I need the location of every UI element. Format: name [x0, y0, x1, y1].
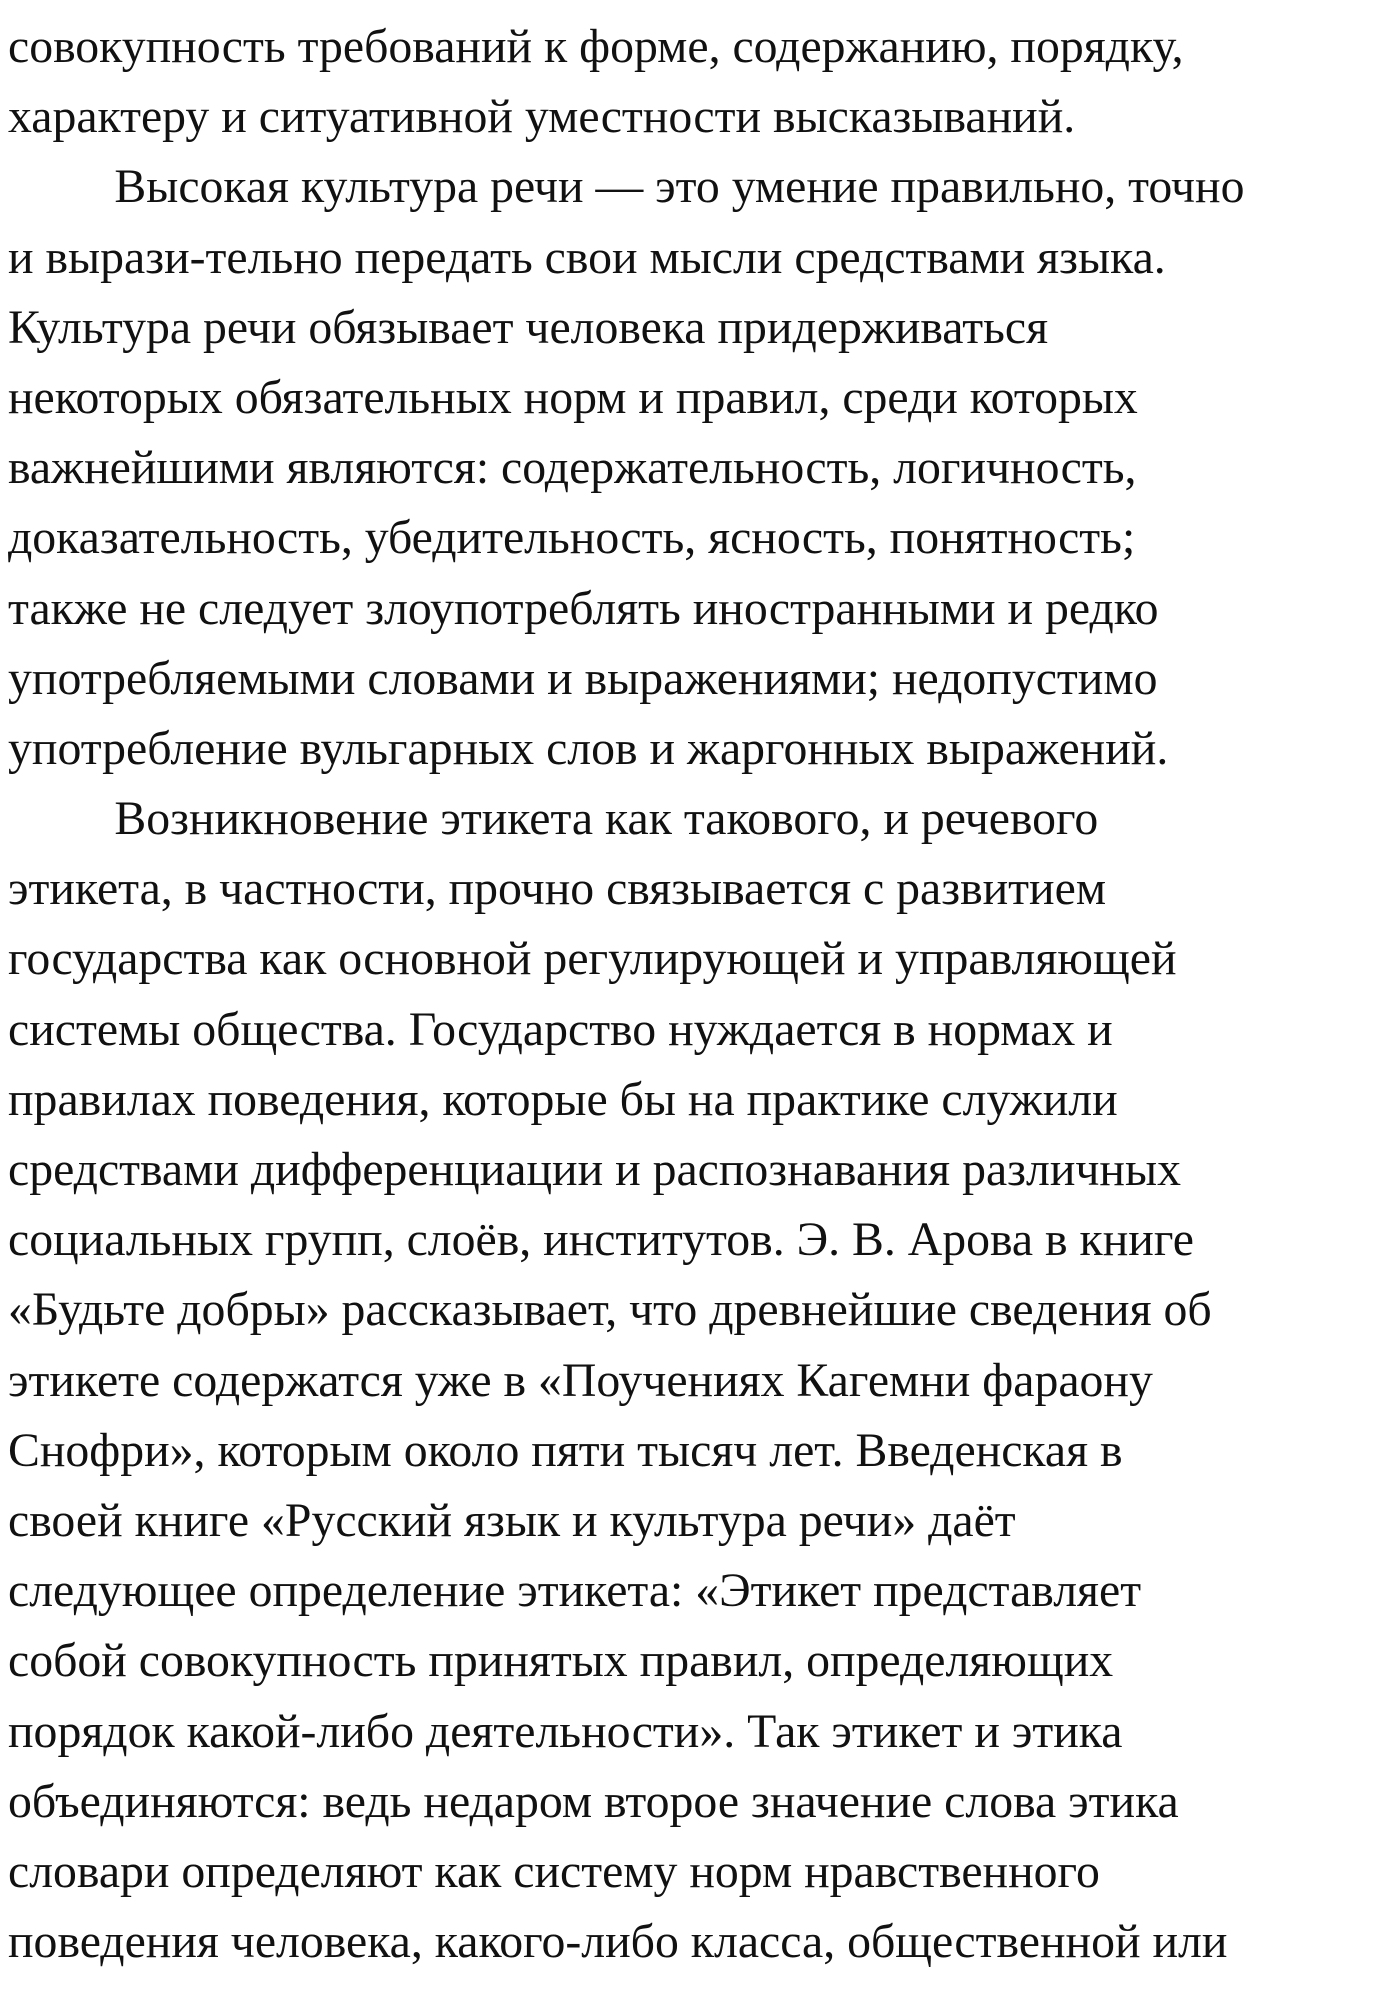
text-line: Культура речи обязывает человека придерживаться [8, 300, 1049, 354]
text-line: объединяются: ведь недаром второе значение слова этика [8, 1774, 1179, 1828]
text-line: социальных групп, слоёв, институтов. Э. В. Арова в книге [8, 1213, 1195, 1267]
text-line: поведения человека, какого-либо класса, общественной или [8, 1915, 1228, 1969]
text-line: характеру и ситуативной уместности высказываний. [8, 90, 1076, 144]
text-line: правилах поведения, которые бы на практике служили [8, 1072, 1118, 1126]
text-line: собой совокупность принятых правил, определяющих [8, 1634, 1114, 1688]
text-line: следующее определение этикета: «Этикет представляет [8, 1564, 1142, 1618]
text-line: «Будьте добры» рассказывает, что древнейшие сведения об [8, 1283, 1212, 1337]
text-line: также не следует злоупотреблять иностранными и редко [8, 581, 1159, 635]
text-line: некоторых обязательных норм и правил, среди которых [8, 370, 1138, 424]
text-line: своей книге «Русский язык и культура речи» даёт [8, 1493, 1016, 1547]
text-line: совокупность требований к форме, содержанию, порядку, [8, 20, 1184, 73]
text-line: средствами дифференциации и распознавания различных [8, 1143, 1181, 1196]
text-line: доказательность, убедительность, ясность, понятность; [8, 511, 1136, 565]
text-line: важнейшими являются: содержательность, логичность, [8, 441, 1137, 495]
text-line: и вырази-тельно передать свои мысли средствами языка. [8, 230, 1166, 284]
text-line: порядок какой-либо деятельности». Так этикет и этика [8, 1704, 1123, 1758]
text-line: государства как основной регулирующей и управляющей [8, 932, 1177, 986]
text-line: словари определяют как систему норм нравственного [8, 1844, 1100, 1898]
text-line: употребляемыми словами и выражениями; недопустимо [8, 651, 1158, 705]
paragraph-first-line: Возникновение этикета как такового, и речевого [114, 792, 1099, 846]
document-body [8, 12, 1400, 1977]
text-line: Снофри», которым около пяти тысяч лет. Введенская в [8, 1423, 1123, 1477]
text-line: этикета, в частности, прочно связывается с развитием [8, 862, 1107, 916]
text-line: этикете содержатся уже в «Поучениях Кагемни фараону [8, 1353, 1153, 1407]
paragraph-first-line: Высокая культура речи — это умение правильно, точно [114, 160, 1245, 214]
text-line: употребление вульгарных слов и жаргонных выражений. [8, 721, 1169, 775]
text-line: системы общества. Государство нуждается в нормах и [8, 1002, 1113, 1056]
